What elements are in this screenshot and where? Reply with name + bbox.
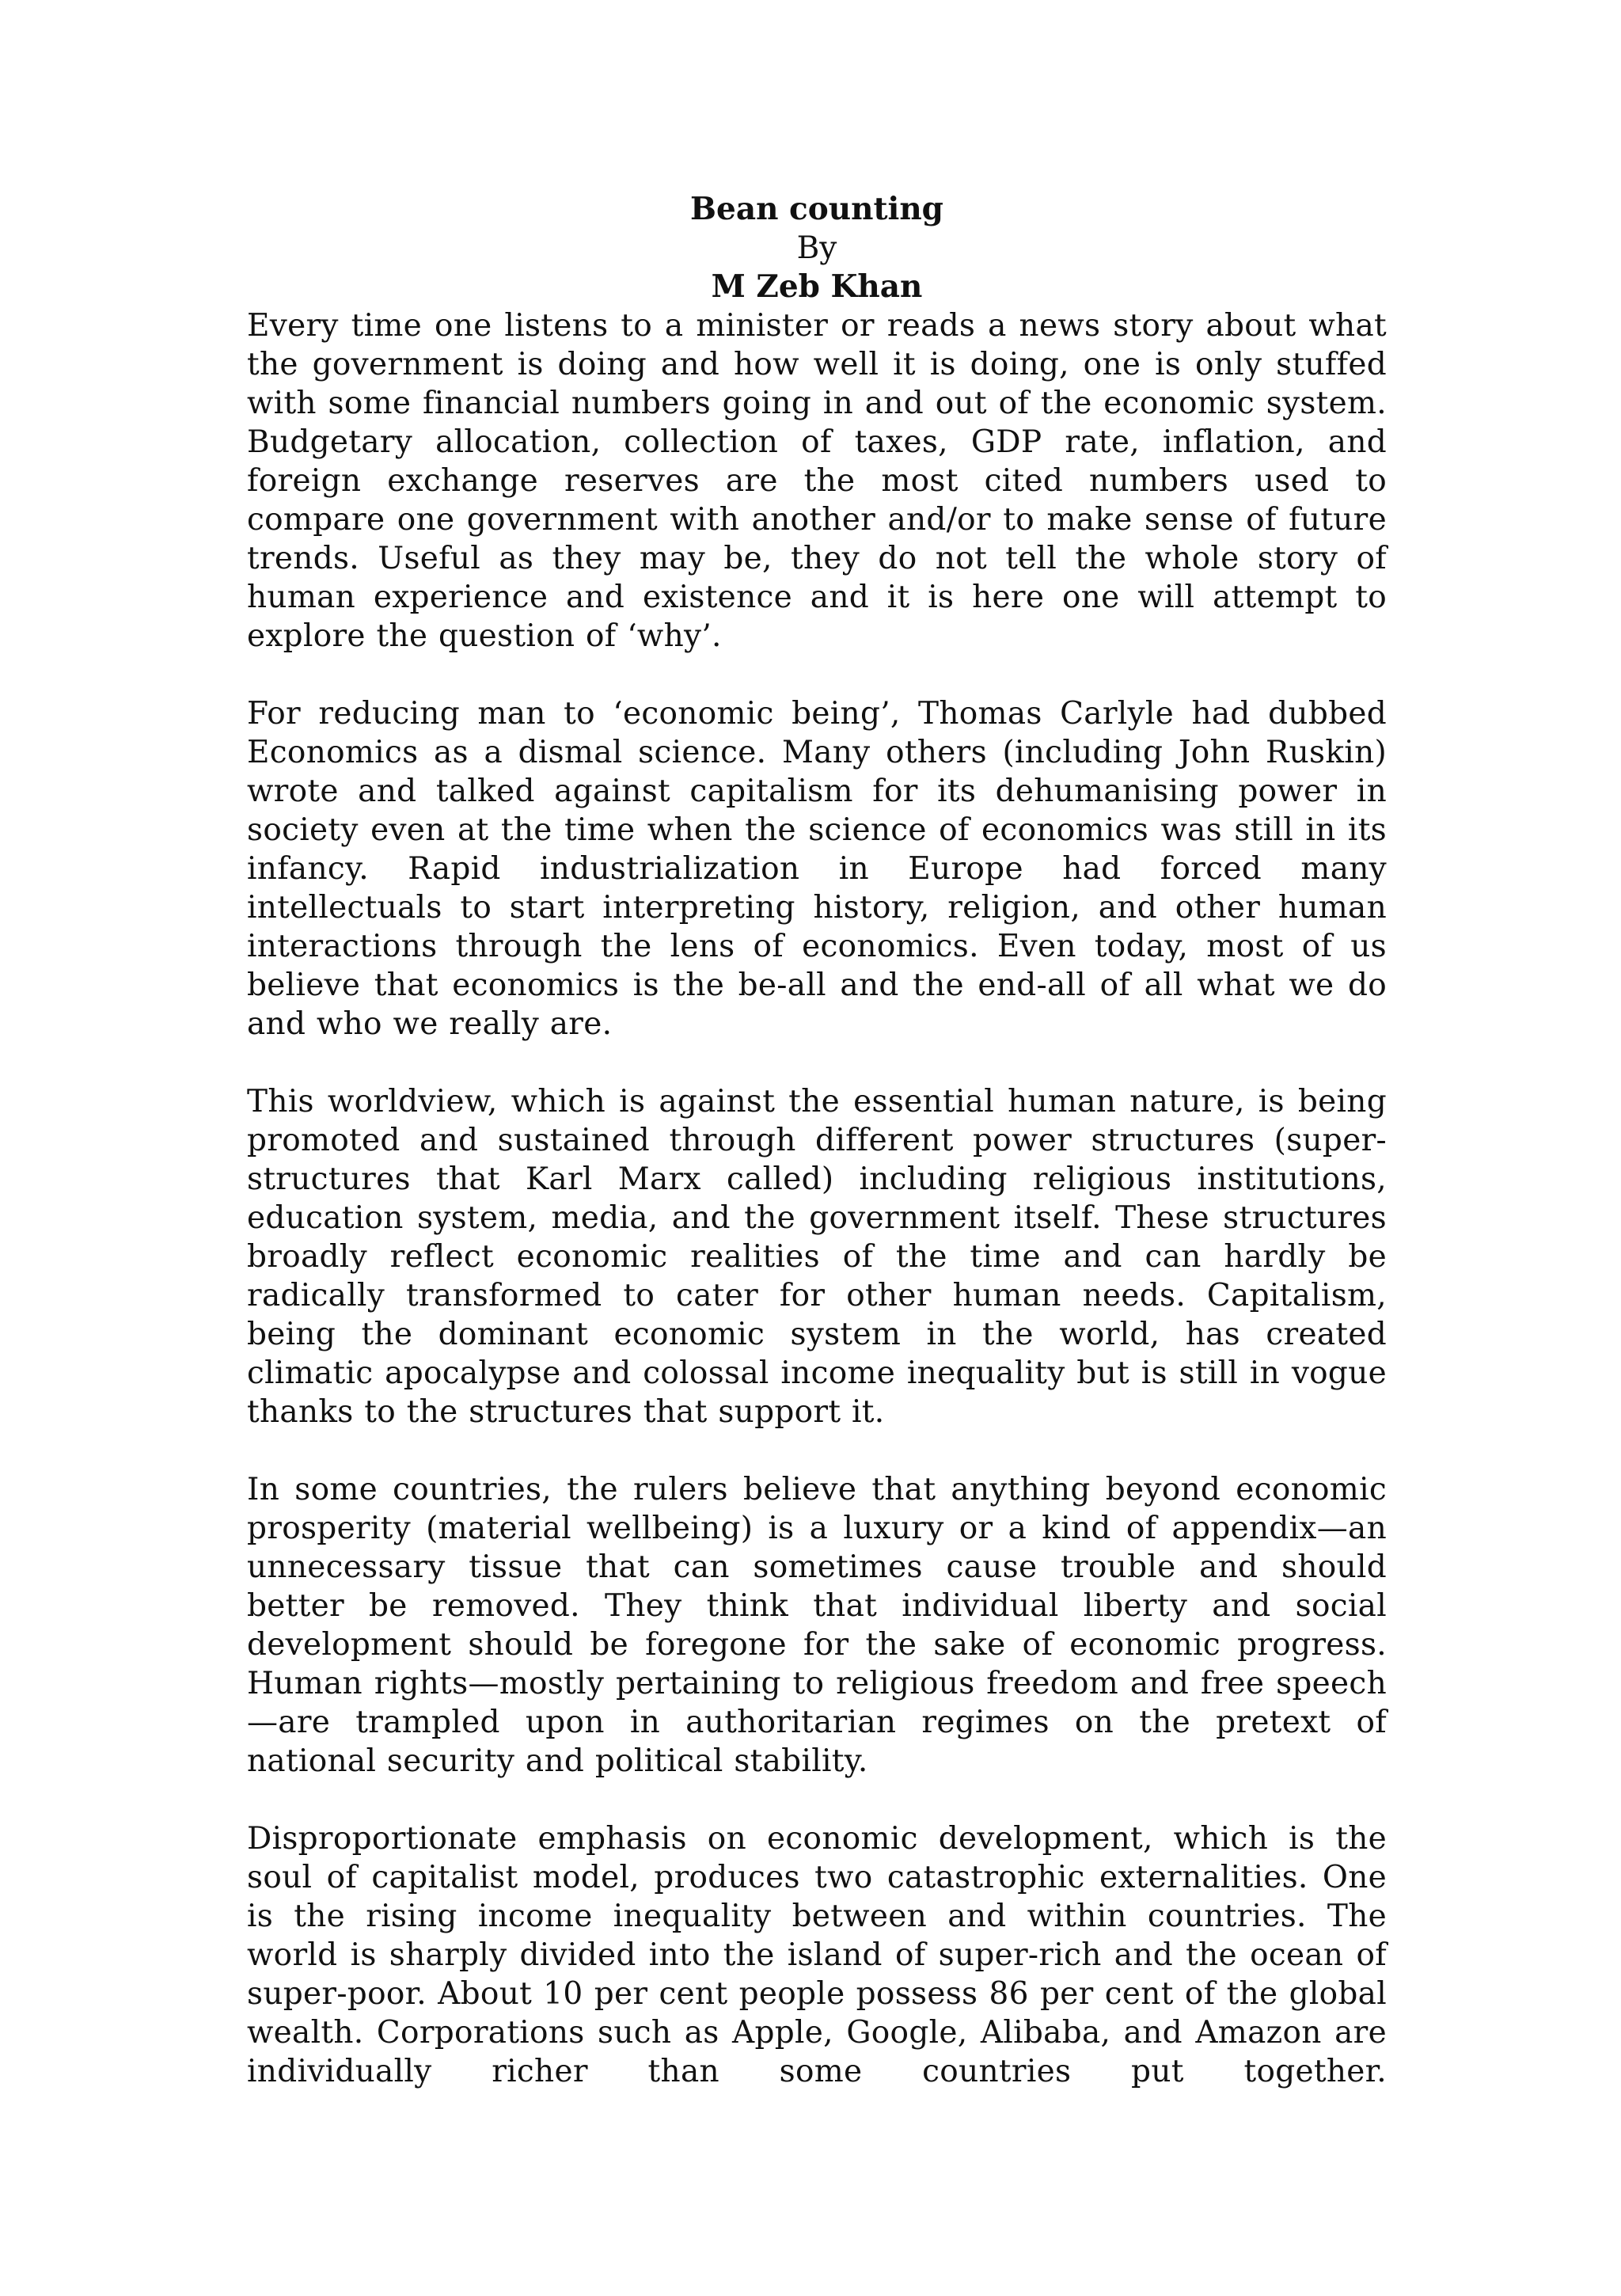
document-title: Bean counting xyxy=(690,191,943,227)
document-page xyxy=(247,190,1387,2091)
paragraph: Disproportionate emphasis on economic development, which is the soul of capitalist model, produces two catastrophic externalities. One is the rising income inequality between and within countries. The world is sharply divided into the island of super-rich and the ocean of super-poor. About 10 per cent people possess 86 per cent of the global wealth. Corporations such as Apple, Google, Alibaba, and Amazon are individually richer than some countries put together. xyxy=(247,1821,1387,2089)
paragraph: In some countries, the rulers believe that anything beyond economic prosperity (material wellbeing) is a luxury or a kind of appendix—an unnecessary tissue that can sometimes cause trouble and should better be removed. They think that individual liberty and social development should be foregone for the sake of economic progress. Human rights—mostly pertaining to religious freedom and free speech—are trampled upon in authoritarian regimes on the pretext of national security and political stability. xyxy=(247,1472,1387,1779)
author-name: M Zeb Khan xyxy=(711,268,923,305)
paragraph: This worldview, which is against the essential human nature, is being promoted and sustained through different power structures (super-structures that Karl Marx called) including religious institutions, education system, media, and the government itself. These structures broadly reflect economic realities of the time and can hardly be radically transformed to cater for other human needs. Capitalism, being the dominant economic system in the world, has created climatic apocalypse and colossal income inequality but is still in vogue thanks to the structures that support it. xyxy=(247,1084,1387,1430)
byline: By xyxy=(796,230,837,266)
paragraph: Every time one listens to a minister or reads a news story about what the government is doing and how well it is doing, one is only stuffed with some financial numbers going in and out of the economic system. Budgetary allocation, collection of taxes, GDP rate, inflation, and foreign exchange reserves are the most cited numbers used to compare one government with another and/or to make sense of future trends. Useful as they may be, they do not tell the whole story of human experience and existence and it is here one will attempt to explore the question of ‘why’. xyxy=(247,308,1387,654)
paragraph: For reducing man to ‘economic being’, Thomas Carlyle had dubbed Economics as a dismal science. Many others (including John Ruskin) wrote and talked against capitalism for its dehumanising power in society even at the time when the science of economics was still in its infancy. Rapid industrialization in Europe had forced many intellectuals to start interpreting history, religion, and other human interactions through the lens of economics. Even today, most of us believe that economics is the be-all and the end-all of all what we do and who we really are. xyxy=(247,696,1387,1042)
